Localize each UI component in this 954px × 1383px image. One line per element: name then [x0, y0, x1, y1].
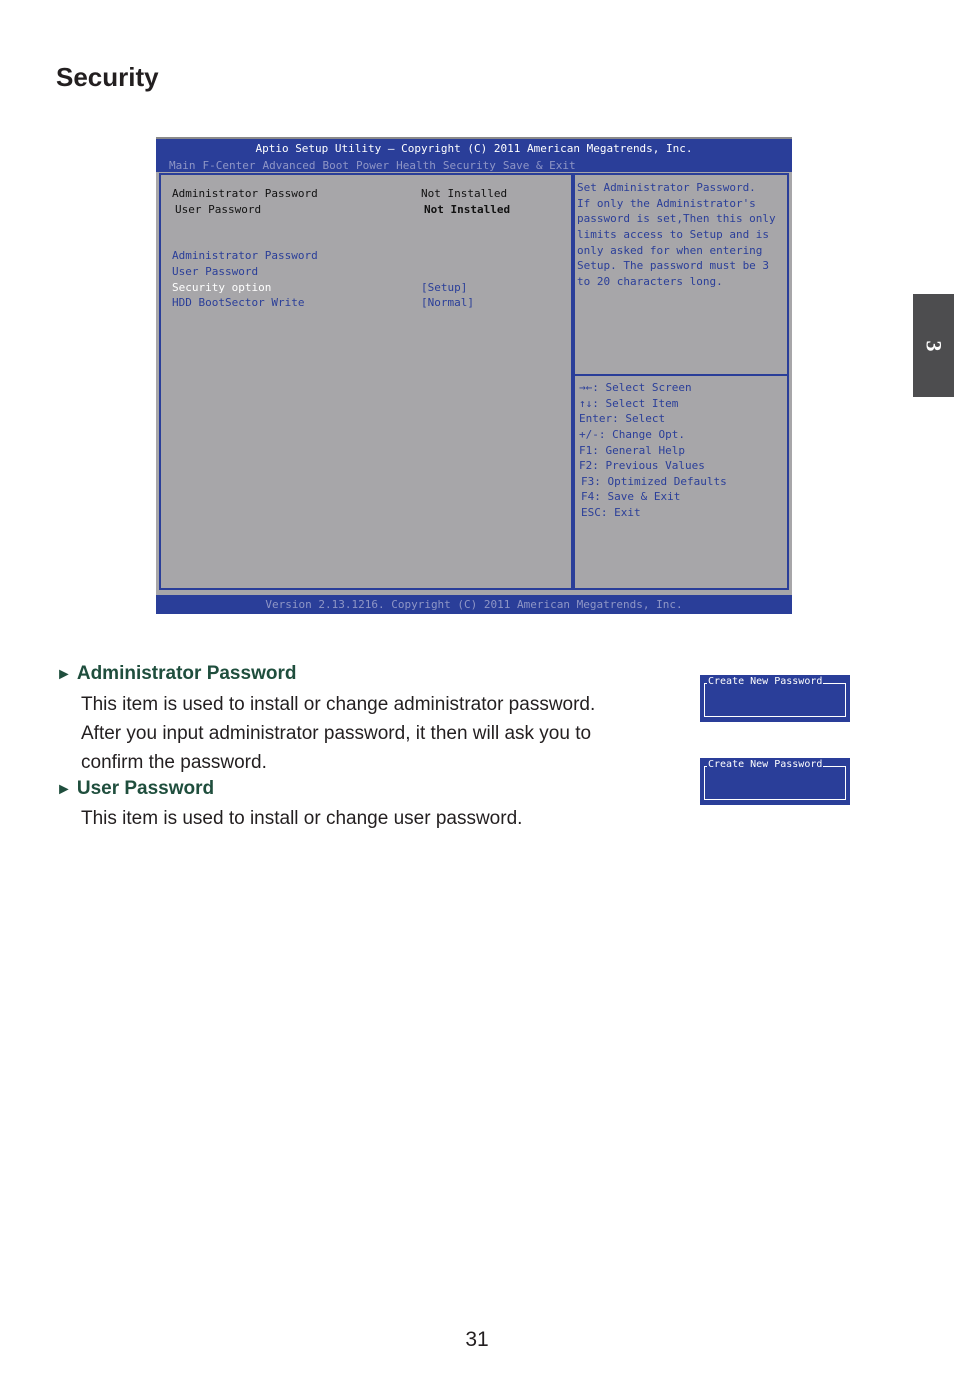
- status-user-label: User Password: [175, 203, 262, 216]
- help-line: limits access to Setup and is: [577, 228, 770, 241]
- bios-item-security-option[interactable]: Security option: [172, 281, 272, 294]
- section-body-user: [81, 804, 522, 833]
- password-input-frame[interactable]: [704, 683, 846, 717]
- page-title: Security: [56, 62, 159, 92]
- section-heading-text: User Password: [76, 778, 215, 799]
- bios-menu-advanced[interactable]: Advanced: [262, 159, 316, 172]
- bios-screenshot: [156, 137, 792, 614]
- bios-menu-health[interactable]: Health: [396, 159, 436, 172]
- create-password-dialog: [700, 675, 850, 722]
- help-line: Setup. The password must be 3: [577, 259, 770, 272]
- key-help-line: +/-: Change Opt.: [579, 428, 685, 441]
- help-line: Set Administrator Password.: [577, 181, 756, 194]
- key-help-line: F1: General Help: [579, 444, 685, 457]
- section-heading-admin: [56, 663, 296, 685]
- bios-item-hdd-bootsector-write-value[interactable]: [Normal]: [421, 296, 474, 309]
- bios-header: [156, 137, 792, 172]
- dialog-label: Create New Password: [708, 676, 823, 687]
- bios-title: Aptio Setup Utility – Copyright (C) 2011 American Megatrends, Inc.: [255, 142, 693, 155]
- bios-menu-f-center[interactable]: F-Center: [202, 159, 256, 172]
- key-help-line: F3: Optimized Defaults: [581, 475, 727, 488]
- triangle-bullet-icon: ►: [56, 666, 72, 683]
- triangle-bullet-icon: ►: [56, 781, 72, 798]
- bios-help-panel: [573, 173, 789, 590]
- bios-item-administrator-password[interactable]: Administrator Password: [172, 249, 318, 262]
- key-help-line: ↑↓: Select Item: [579, 397, 679, 410]
- bios-menu-save-exit[interactable]: Save & Exit: [502, 159, 576, 172]
- key-help-line: ESC: Exit: [581, 506, 641, 519]
- key-help-line: F2: Previous Values: [579, 459, 705, 472]
- status-user-value: Not Installed: [424, 203, 511, 216]
- password-input-frame[interactable]: [704, 766, 846, 800]
- help-line: to 20 characters long.: [577, 275, 723, 288]
- bios-item-hdd-bootsector-write[interactable]: HDD BootSector Write: [172, 296, 305, 309]
- paragraph-line: This item is used to install or change user password.: [81, 808, 523, 829]
- chapter-tab: [913, 294, 954, 397]
- section-heading-text: Administrator Password: [76, 663, 297, 684]
- bios-main-panel: [159, 173, 573, 590]
- page-number: 31: [465, 1328, 489, 1351]
- paragraph-line: confirm the password.: [81, 752, 267, 773]
- bios-menu-boot[interactable]: Boot: [322, 159, 349, 172]
- dialog-label: Create New Password: [708, 759, 823, 770]
- paragraph-line: This item is used to install or change administrator password.: [81, 694, 596, 715]
- status-admin-label: Administrator Password: [172, 187, 318, 200]
- key-help-line: F4: Save & Exit: [581, 490, 681, 503]
- key-help-line: →←: Select Screen: [579, 381, 692, 394]
- chapter-number: 3: [921, 340, 947, 351]
- create-password-dialog: [700, 758, 850, 805]
- paragraph-line: After you input administrator password, it then will ask you to: [81, 723, 592, 744]
- help-line: only asked for when entering: [577, 244, 763, 257]
- bios-menu-main[interactable]: Main: [169, 159, 196, 172]
- help-divider: [575, 374, 787, 376]
- bios-item-security-option-value[interactable]: [Setup]: [421, 281, 468, 294]
- bios-footer-text: Version 2.13.1216. Copyright (C) 2011 American Megatrends, Inc.: [265, 598, 683, 611]
- bios-menu-power[interactable]: Power: [355, 159, 390, 172]
- bios-item-user-password[interactable]: User Password: [172, 265, 259, 278]
- bios-menu-bar: [169, 159, 576, 172]
- section-body-admin: [81, 690, 595, 777]
- bios-footer: [156, 595, 792, 614]
- bios-menu-security[interactable]: Security: [442, 159, 496, 172]
- help-line: If only the Administrator's: [577, 197, 756, 210]
- section-heading-user: [56, 778, 214, 800]
- status-admin-value: Not Installed: [421, 187, 508, 200]
- key-help-line: Enter: Select: [579, 412, 666, 425]
- help-line: password is set,Then this only: [577, 212, 776, 225]
